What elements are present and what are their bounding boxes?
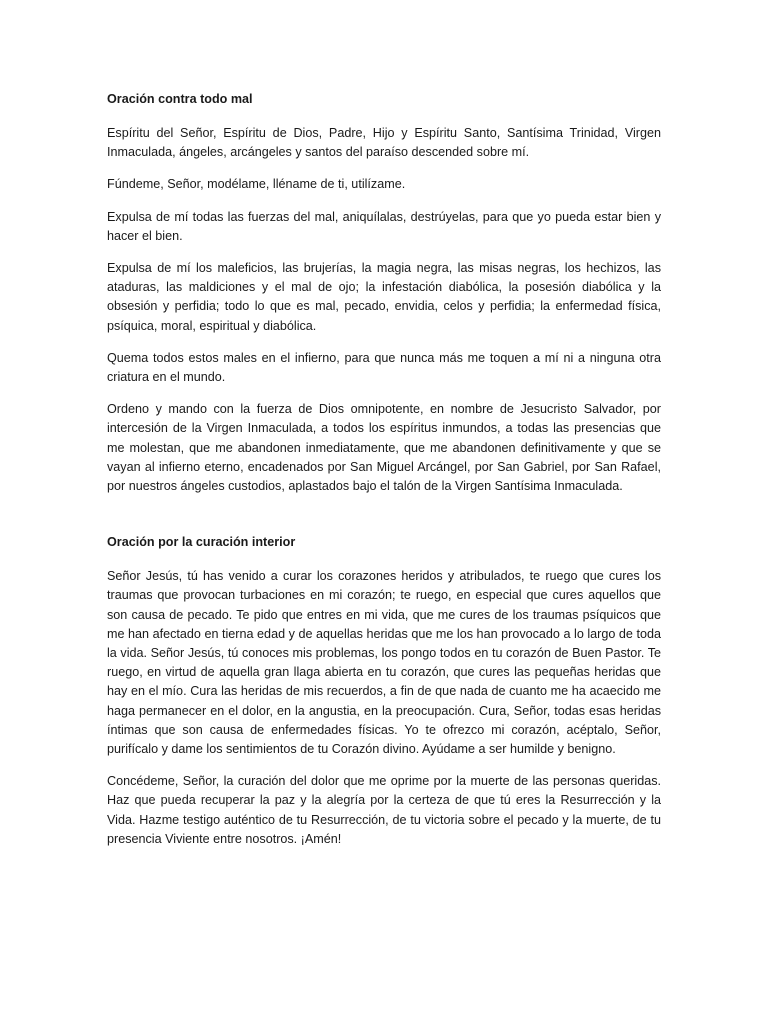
paragraph: Espíritu del Señor, Espíritu de Dios, Padre, Hijo y Espíritu Santo, Santísima Trinidad, Virgen Inmaculada, ángeles, arcángeles y santos del paraíso descended sobre mí.	[107, 126, 661, 160]
paragraph: Expulsa de mí los maleficios, las brujerías, la magia negra, las misas negras, los hechizos, las ataduras, las maldiciones y el mal de ojo; la infestación diabólica, la posesión diabólica y la obsesión y perfidia; todo lo que es mal, pecado, envidia, celos y perfidia; la enfermedad física, psíquica, moral, espiritual y diabólica.	[107, 261, 661, 333]
paragraph: Concédeme, Señor, la curación del dolor que me oprime por la muerte de las personas queridas. Haz que pueda recuperar la paz y la alegría por la certeza de que tú eres la Resurrección y la Vida. Hazme testigo auténtico de tu Resurrección, de tu victoria sobre el pecado y la muerte, de tu presencia Viviente entre nosotros. ¡Amén!	[107, 774, 661, 846]
paragraph: Fúndeme, Señor, modélame, lléname de ti, utilízame.	[107, 177, 406, 192]
section-title: Oración contra todo mal	[107, 92, 253, 106]
section-prayer-inner-healing	[107, 533, 661, 849]
document-page	[107, 90, 661, 862]
section-title: Oración por la curación interior	[107, 535, 296, 550]
paragraph: Expulsa de mí todas las fuerzas del mal, aniquílalas, destrúyelas, para que yo pueda estar bien y hacer el bien.	[107, 209, 661, 243]
paragraph: Ordeno y mando con la fuerza de Dios omnipotente, en nombre de Jesucristo Salvador, por intercesión de la Virgen Inmaculada, a todos los espíritus inmundos, a todas las presencias que me molestan, que me abandonen inmediatamente, que me abandonen definitivamente y que se vayan al infierno eterno, encadenados por San Miguel Arcángel, por San Gabriel, por San Rafael, por nuestros ángeles custodios, aplastados bajo el talón de la Virgen Santísima Inmaculada.	[107, 402, 661, 494]
paragraph: Señor Jesús, tú has venido a curar los corazones heridos y atribulados, te ruego que cures los traumas que provocan turbaciones en mi corazón; te ruego, en especial que cures aquellos que son causa de pecado. Te pido que entres en mi vida, que me cures de los traumas psíquicos que me han afectado en tierna edad y de aquellas heridas que me los han provocado a lo largo de toda la vida. Señor Jesús, tú conoces mis problemas, los pongo todos en tu corazón de Buen Pastor. Te ruego, en virtud de aquella gran llaga abierta en tu corazón, que cures las pequeñas heridas que hay en el mío. Cura las heridas de mis recuerdos, a fin de que nada de cuanto me ha acaecido me haga permanecer en el dolor, en la angustia, en la preocupación. Cura, Señor, todas esas heridas íntimas que son causa de enfermedades físicas. Yo te ofrezco mi corazón, acéptalo, Señor, purifícalo y dame los sentimientos de tu Corazón divino. Ayúdame a ser humilde y benigno.	[107, 569, 661, 757]
section-prayer-against-evil	[107, 90, 661, 496]
section-spacer	[107, 509, 661, 533]
paragraph: Quema todos estos males en el infierno, para que nunca más me toquen a mí ni a ninguna otra criatura en el mundo.	[107, 350, 661, 385]
